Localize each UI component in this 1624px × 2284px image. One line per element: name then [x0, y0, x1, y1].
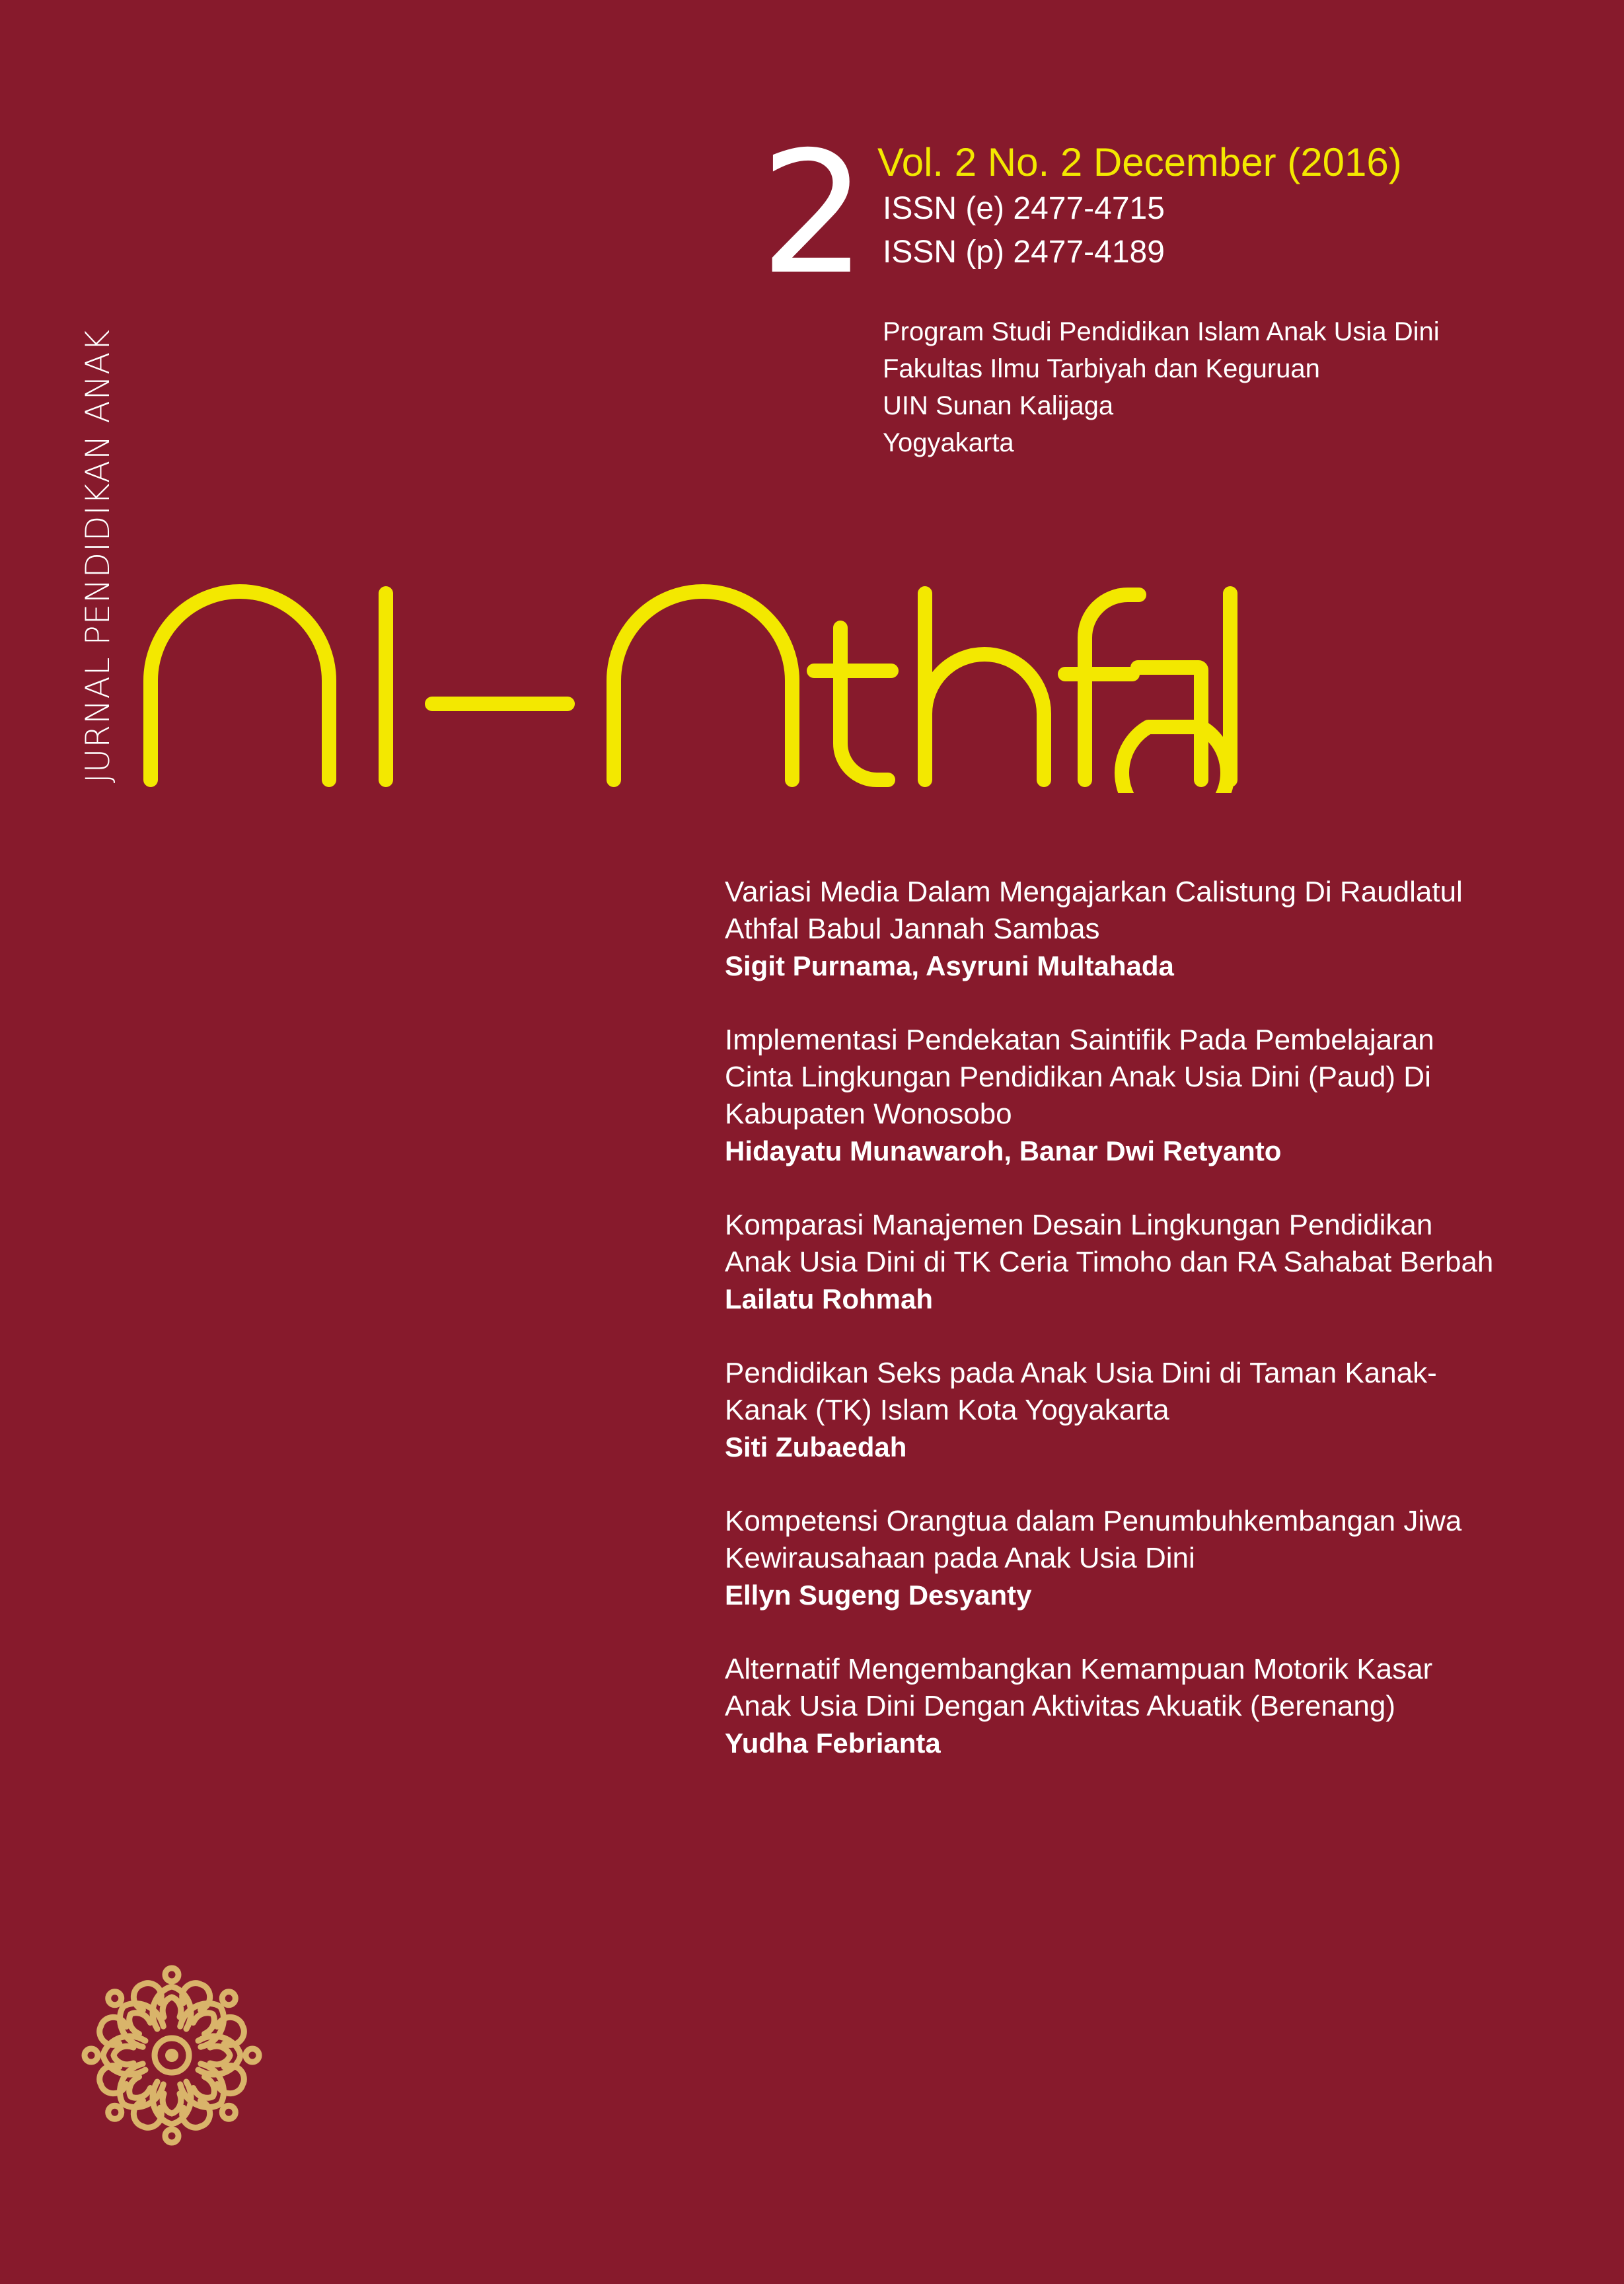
article-authors: Siti Zubaedah [725, 1431, 907, 1463]
publisher-line: Fakultas Ilmu Tarbiyah dan Keguruan [883, 354, 1320, 383]
article-title-line: Variasi Media Dalam Mengajarkan Calistung Di Raudlatul [725, 876, 1463, 908]
article-authors: Hidayatu Munawaroh, Banar Dwi Retyanto [725, 1135, 1282, 1166]
article-title-line: Kabupaten Wonosobo [725, 1098, 1012, 1130]
article-title-line: Cinta Lingkungan Pendidikan Anak Usia Dini (Paud) Di [725, 1061, 1431, 1093]
publisher-line: UIN Sunan Kalijaga [883, 391, 1114, 420]
series-label [78, 254, 131, 783]
issn-electronic: ISSN (e) 2477-4715 [883, 191, 1165, 226]
article-title-line: Athfal Babul Jannah Sambas [725, 913, 1100, 945]
article-entry [725, 1022, 1557, 1170]
article-title-line: Kanak (TK) Islam Kota Yogyakarta [725, 1394, 1169, 1426]
issn-print: ISSN (p) 2477-4189 [883, 235, 1165, 270]
article-title-line: Kompetensi Orangtua dalam Penumbuhkembangan Jiwa [725, 1505, 1462, 1537]
article-title-line: Anak Usia Dini di TK Ceria Timoho dan RA Sahabat Berbah [725, 1246, 1494, 1278]
article-authors: Lailatu Rohmah [725, 1283, 934, 1314]
article-title-line: Anak Usia Dini Dengan Aktivitas Akuatik (Berenang) [725, 1690, 1395, 1722]
article-entry [725, 1355, 1557, 1466]
publisher-line: Yogyakarta [883, 428, 1014, 457]
article-authors: Ellyn Sugeng Desyanty [725, 1580, 1032, 1611]
table-of-contents [725, 874, 1557, 1799]
floral-rosette-icon [78, 1961, 266, 2149]
article-authors: Yudha Febrianta [725, 1728, 941, 1759]
article-authors: Sigit Purnama, Asyruni Multahada [725, 950, 1174, 981]
article-title [725, 1503, 1557, 1577]
article-title-line: Pendidikan Seks pada Anak Usia Dini di Taman Kanak- [725, 1357, 1437, 1389]
article-title [725, 1207, 1557, 1281]
article-title [725, 1651, 1557, 1725]
issue-number: 2 [760, 116, 867, 312]
series-label-text: JURNAL PENDIDIKAN ANAK [79, 328, 117, 783]
article-entry [725, 1503, 1557, 1614]
article-title-line: Komparasi Manajemen Desain Lingkungan Pendidikan [725, 1209, 1433, 1241]
volume-line: Vol. 2 No. 2 December (2016) [877, 140, 1402, 184]
article-entry [725, 1207, 1557, 1318]
publisher-block [883, 313, 1440, 461]
article-title [725, 874, 1557, 948]
article-entry [725, 1651, 1557, 1762]
article-entry [725, 874, 1557, 985]
article-title [725, 1355, 1557, 1429]
article-title [725, 1022, 1557, 1133]
article-title-line: Alternatif Mengembangkan Kemampuan Motorik Kasar [725, 1653, 1433, 1685]
article-title-line: Implementasi Pendekatan Saintifik Pada Pembelajaran [725, 1024, 1434, 1056]
journal-title-logo [141, 582, 1238, 793]
publisher-line: Program Studi Pendidikan Islam Anak Usia Dini [883, 317, 1440, 346]
article-title-line: Kewirausahaan pada Anak Usia Dini [725, 1542, 1195, 1574]
